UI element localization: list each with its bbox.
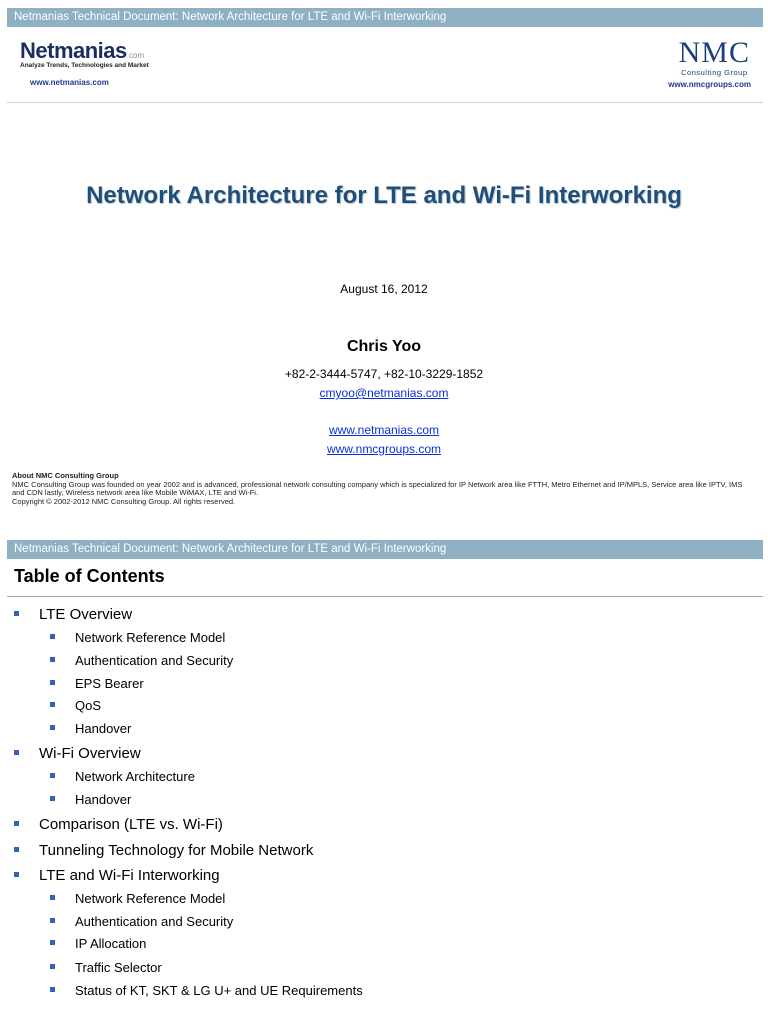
bullet-icon xyxy=(50,657,55,662)
toc-item[interactable] xyxy=(50,792,131,807)
netmanias-logo[interactable] xyxy=(20,38,149,69)
author-email-text[interactable]: cmyoo@netmanias.com xyxy=(319,386,449,400)
bullet-icon xyxy=(50,773,55,778)
bullet-icon xyxy=(14,872,19,877)
toc-item-label: Status of KT, SKT & LG U+ and UE Requirements xyxy=(75,983,363,998)
header-band: Netmanias Technical Document: Network Architecture for LTE and Wi-Fi Interworking xyxy=(7,8,763,27)
toc-item-label: Comparison (LTE vs. Wi-Fi) xyxy=(39,816,223,833)
netmanias-website-text[interactable]: www.netmanias.com xyxy=(328,423,440,437)
toc-item-label: EPS Bearer xyxy=(75,676,144,691)
toc-item-label: Network Architecture xyxy=(75,769,195,784)
nmc-website-text[interactable]: www.nmcgroups.com xyxy=(326,442,442,456)
bullet-icon xyxy=(14,750,19,755)
toc-item[interactable] xyxy=(50,983,363,998)
toc-item[interactable] xyxy=(50,676,144,691)
toc-item[interactable] xyxy=(50,960,162,975)
toc-item[interactable] xyxy=(14,867,220,884)
bullet-icon xyxy=(50,895,55,900)
toc-item[interactable] xyxy=(14,842,313,859)
toc-item[interactable] xyxy=(50,721,131,736)
about-body: NMC Consulting Group was founded on year 2002 and is advanced, professional network consulting company which is specialized for IP Network area like FTTH, Metro Ethernet and IP/MPLS, Service area like IPTV, IMS and CDN lastly, Wireless network area like Mobile WiMAX, LTE and Wi-Fi. xyxy=(12,479,743,497)
netmanias-tagline: Analyze Trends, Technologies and Market xyxy=(20,62,149,69)
toc-item-label: Wi-Fi Overview xyxy=(39,745,141,762)
toc-item[interactable] xyxy=(50,891,225,906)
toc-item-label: IP Allocation xyxy=(75,936,147,951)
toc-item-label: Traffic Selector xyxy=(75,960,162,975)
toc-item-label: Tunneling Technology for Mobile Network xyxy=(39,842,314,859)
netmanias-website-link[interactable] xyxy=(0,423,768,437)
bullet-icon xyxy=(14,611,19,616)
toc-header-band: Netmanias Technical Document: Network Architecture for LTE and Wi-Fi Interworking xyxy=(7,540,763,559)
bullet-icon xyxy=(50,725,55,730)
author-email-link[interactable] xyxy=(0,386,768,400)
nmc-website-link[interactable] xyxy=(0,442,768,456)
toc-item[interactable] xyxy=(50,653,233,668)
bullet-icon xyxy=(50,940,55,945)
toc-item-label: LTE and Wi-Fi Interworking xyxy=(39,867,220,884)
header-divider xyxy=(7,102,763,103)
nmc-logo-word: NMC xyxy=(678,36,750,69)
toc-item-label: Authentication and Security xyxy=(75,653,234,668)
nmc-url-link[interactable]: www.nmcgroups.com xyxy=(668,80,751,89)
bullet-icon xyxy=(50,796,55,801)
toc-item[interactable] xyxy=(14,816,223,833)
document-date: August 16, 2012 xyxy=(340,282,428,296)
bullet-icon xyxy=(50,918,55,923)
toc-title: Table of Contents xyxy=(14,566,165,586)
toc-item[interactable] xyxy=(50,936,146,951)
nmc-logo-subtitle: Consulting Group xyxy=(681,68,748,77)
bullet-icon xyxy=(50,964,55,969)
bullet-icon xyxy=(50,634,55,639)
toc-item-label: QoS xyxy=(75,698,102,713)
toc-item[interactable] xyxy=(50,698,101,713)
about-section xyxy=(12,472,752,506)
toc-item-label: LTE Overview xyxy=(39,606,133,623)
bullet-icon xyxy=(50,680,55,685)
netmanias-logo-word: Netmanias xyxy=(20,38,127,63)
toc-divider xyxy=(7,596,763,597)
toc-item-label: Network Reference Model xyxy=(75,891,226,906)
toc-item-label: Handover xyxy=(75,792,132,807)
toc-item[interactable] xyxy=(50,630,225,645)
bullet-icon xyxy=(50,702,55,707)
toc-item[interactable] xyxy=(14,606,132,623)
about-heading: About NMC Consulting Group xyxy=(12,471,119,480)
bullet-icon xyxy=(50,987,55,992)
toc-item[interactable] xyxy=(50,914,233,929)
nmc-logo[interactable] xyxy=(679,38,750,77)
toc-item-label: Network Reference Model xyxy=(75,630,226,645)
document-title: Network Architecture for LTE and Wi-Fi Interworking xyxy=(86,182,682,209)
copyright-text: Copyright © 2002-2012 NMC Consulting Group. All rights reserved. xyxy=(12,496,236,506)
netmanias-url-link[interactable]: www.netmanias.com xyxy=(30,78,109,87)
toc-item[interactable] xyxy=(50,769,195,784)
toc-item[interactable] xyxy=(14,745,141,762)
bullet-icon xyxy=(14,821,19,826)
netmanias-logo-com: .com xyxy=(126,51,145,60)
author-name: Chris Yoo xyxy=(346,338,422,355)
author-phone: +82-2-3444-5747, +82-10-3229-1852 xyxy=(284,367,484,381)
toc-item-label: Authentication and Security xyxy=(75,914,234,929)
bullet-icon xyxy=(14,847,19,852)
toc-item-label: Handover xyxy=(75,721,132,736)
